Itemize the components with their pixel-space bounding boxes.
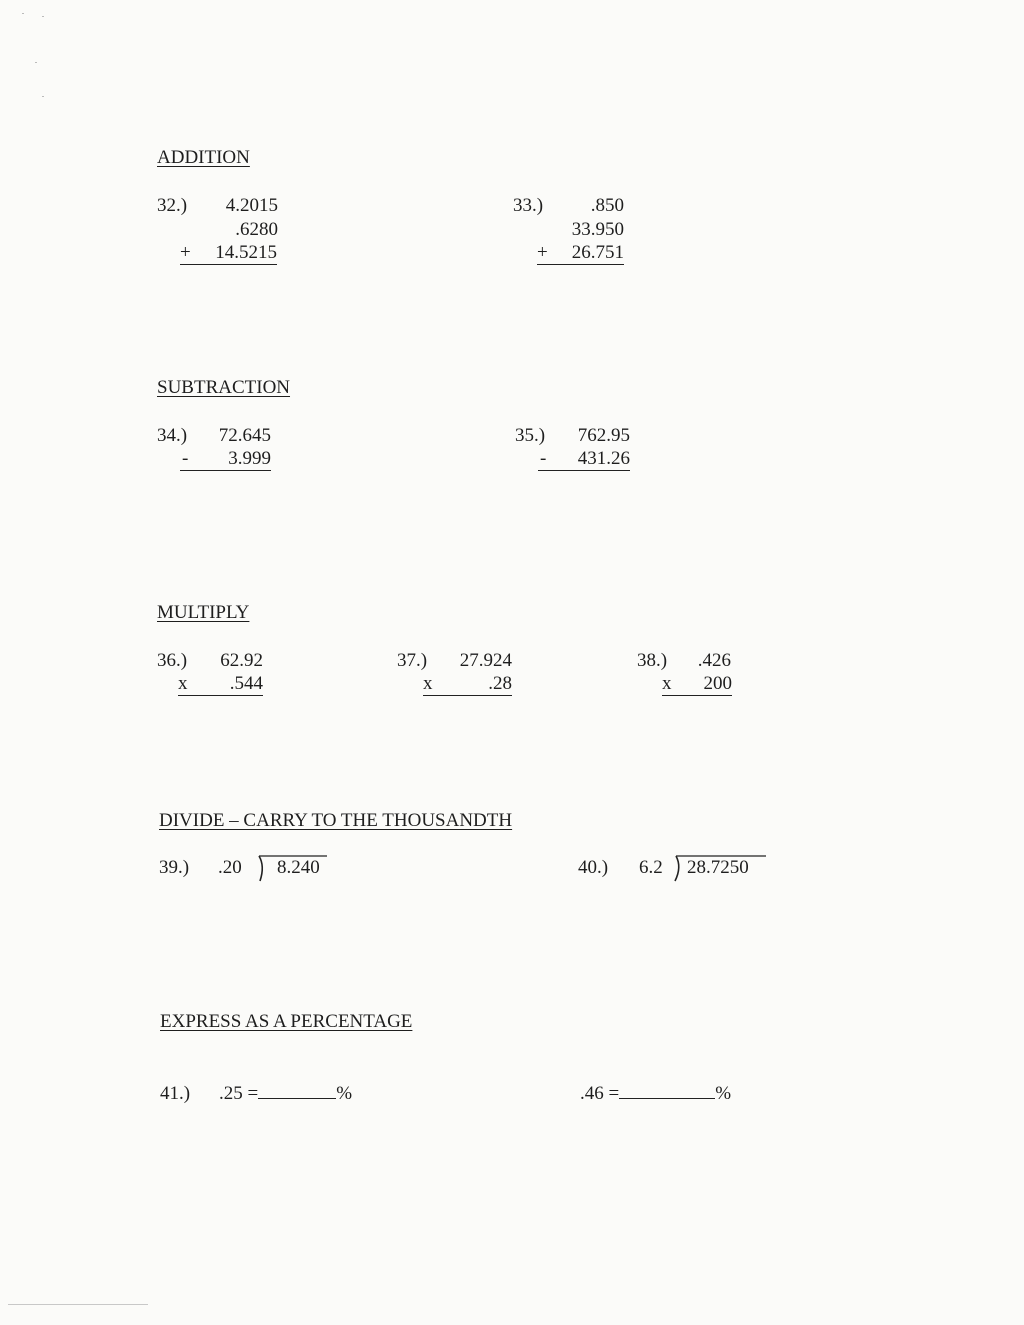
- minus-operator: -: [182, 448, 189, 469]
- problem-33-line1: .850: [590, 195, 624, 216]
- problem-35-line1: 762.95: [577, 425, 630, 446]
- percent-sign: %: [715, 1083, 732, 1104]
- problem-37-multiplier: .28: [488, 673, 512, 694]
- problem-35-label: 35.): [515, 425, 546, 446]
- problem-37-line1: 27.924: [459, 650, 512, 671]
- problem-40-dividend: 28.7250: [687, 857, 749, 878]
- problem-40-label: 40.): [578, 857, 609, 878]
- problem-34-line1: 72.645: [218, 425, 271, 446]
- problem-32-line3: [180, 241, 277, 265]
- percent-sign: %: [336, 1083, 353, 1104]
- problem-41-value: .25 =: [219, 1083, 259, 1104]
- problem-41b-value: .46 =: [580, 1083, 620, 1104]
- times-operator: x: [662, 673, 672, 694]
- plus-operator: +: [537, 242, 548, 263]
- problem-39-dividend: 8.240: [277, 857, 320, 878]
- problem-32-line2: .6280: [235, 219, 278, 240]
- problem-36-multiplier: .544: [229, 673, 263, 694]
- problem-33-line3: [537, 241, 624, 265]
- problem-38-multiplier: 200: [703, 673, 732, 694]
- problem-37-label: 37.): [397, 650, 428, 671]
- problem-34-label: 34.): [157, 425, 188, 446]
- problem-36-line2: [178, 672, 263, 696]
- problem-39-divisor: .20: [218, 857, 242, 878]
- problem-39-label: 39.): [159, 857, 190, 878]
- problem-34-subtrahend: 3.999: [228, 448, 271, 469]
- answer-blank[interactable]: [258, 1082, 336, 1099]
- subtraction-heading: SUBTRACTION: [157, 377, 291, 398]
- multiply-heading: MULTIPLY: [157, 602, 250, 623]
- problem-32-label: 32.): [157, 195, 188, 216]
- problem-41-expression: [219, 1082, 352, 1106]
- times-operator: x: [178, 673, 188, 694]
- problem-38-label: 38.): [637, 650, 668, 671]
- scan-edge-line: [8, 1304, 148, 1305]
- problem-40-divisor: 6.2: [639, 857, 663, 878]
- problem-41-label: 41.): [160, 1083, 191, 1104]
- answer-blank[interactable]: [619, 1082, 715, 1099]
- problem-33-label: 33.): [513, 195, 544, 216]
- divide-heading: DIVIDE – CARRY TO THE THOUSANDTH: [159, 810, 513, 831]
- problem-38-line2: [662, 672, 732, 696]
- minus-operator: -: [540, 448, 547, 469]
- problem-36-line1: 62.92: [220, 650, 263, 671]
- problem-32-addend3: 14.5215: [215, 242, 277, 263]
- addition-heading: ADDITION: [157, 147, 250, 168]
- problem-35-subtrahend: 431.26: [577, 448, 630, 469]
- problem-35-line2: [538, 447, 630, 471]
- problem-41b-expression: [580, 1082, 731, 1106]
- problem-37-line2: [423, 672, 512, 696]
- plus-operator: +: [180, 242, 191, 263]
- problem-33-addend3: 26.751: [571, 242, 624, 263]
- problem-32-line1: 4.2015: [225, 195, 278, 216]
- problem-34-line2: [180, 447, 271, 471]
- problem-36-label: 36.): [157, 650, 188, 671]
- percentage-heading: EXPRESS AS A PERCENTAGE: [160, 1011, 413, 1032]
- problem-38-line1: .426: [697, 650, 731, 671]
- times-operator: x: [423, 673, 433, 694]
- problem-33-line2: 33.950: [571, 219, 624, 240]
